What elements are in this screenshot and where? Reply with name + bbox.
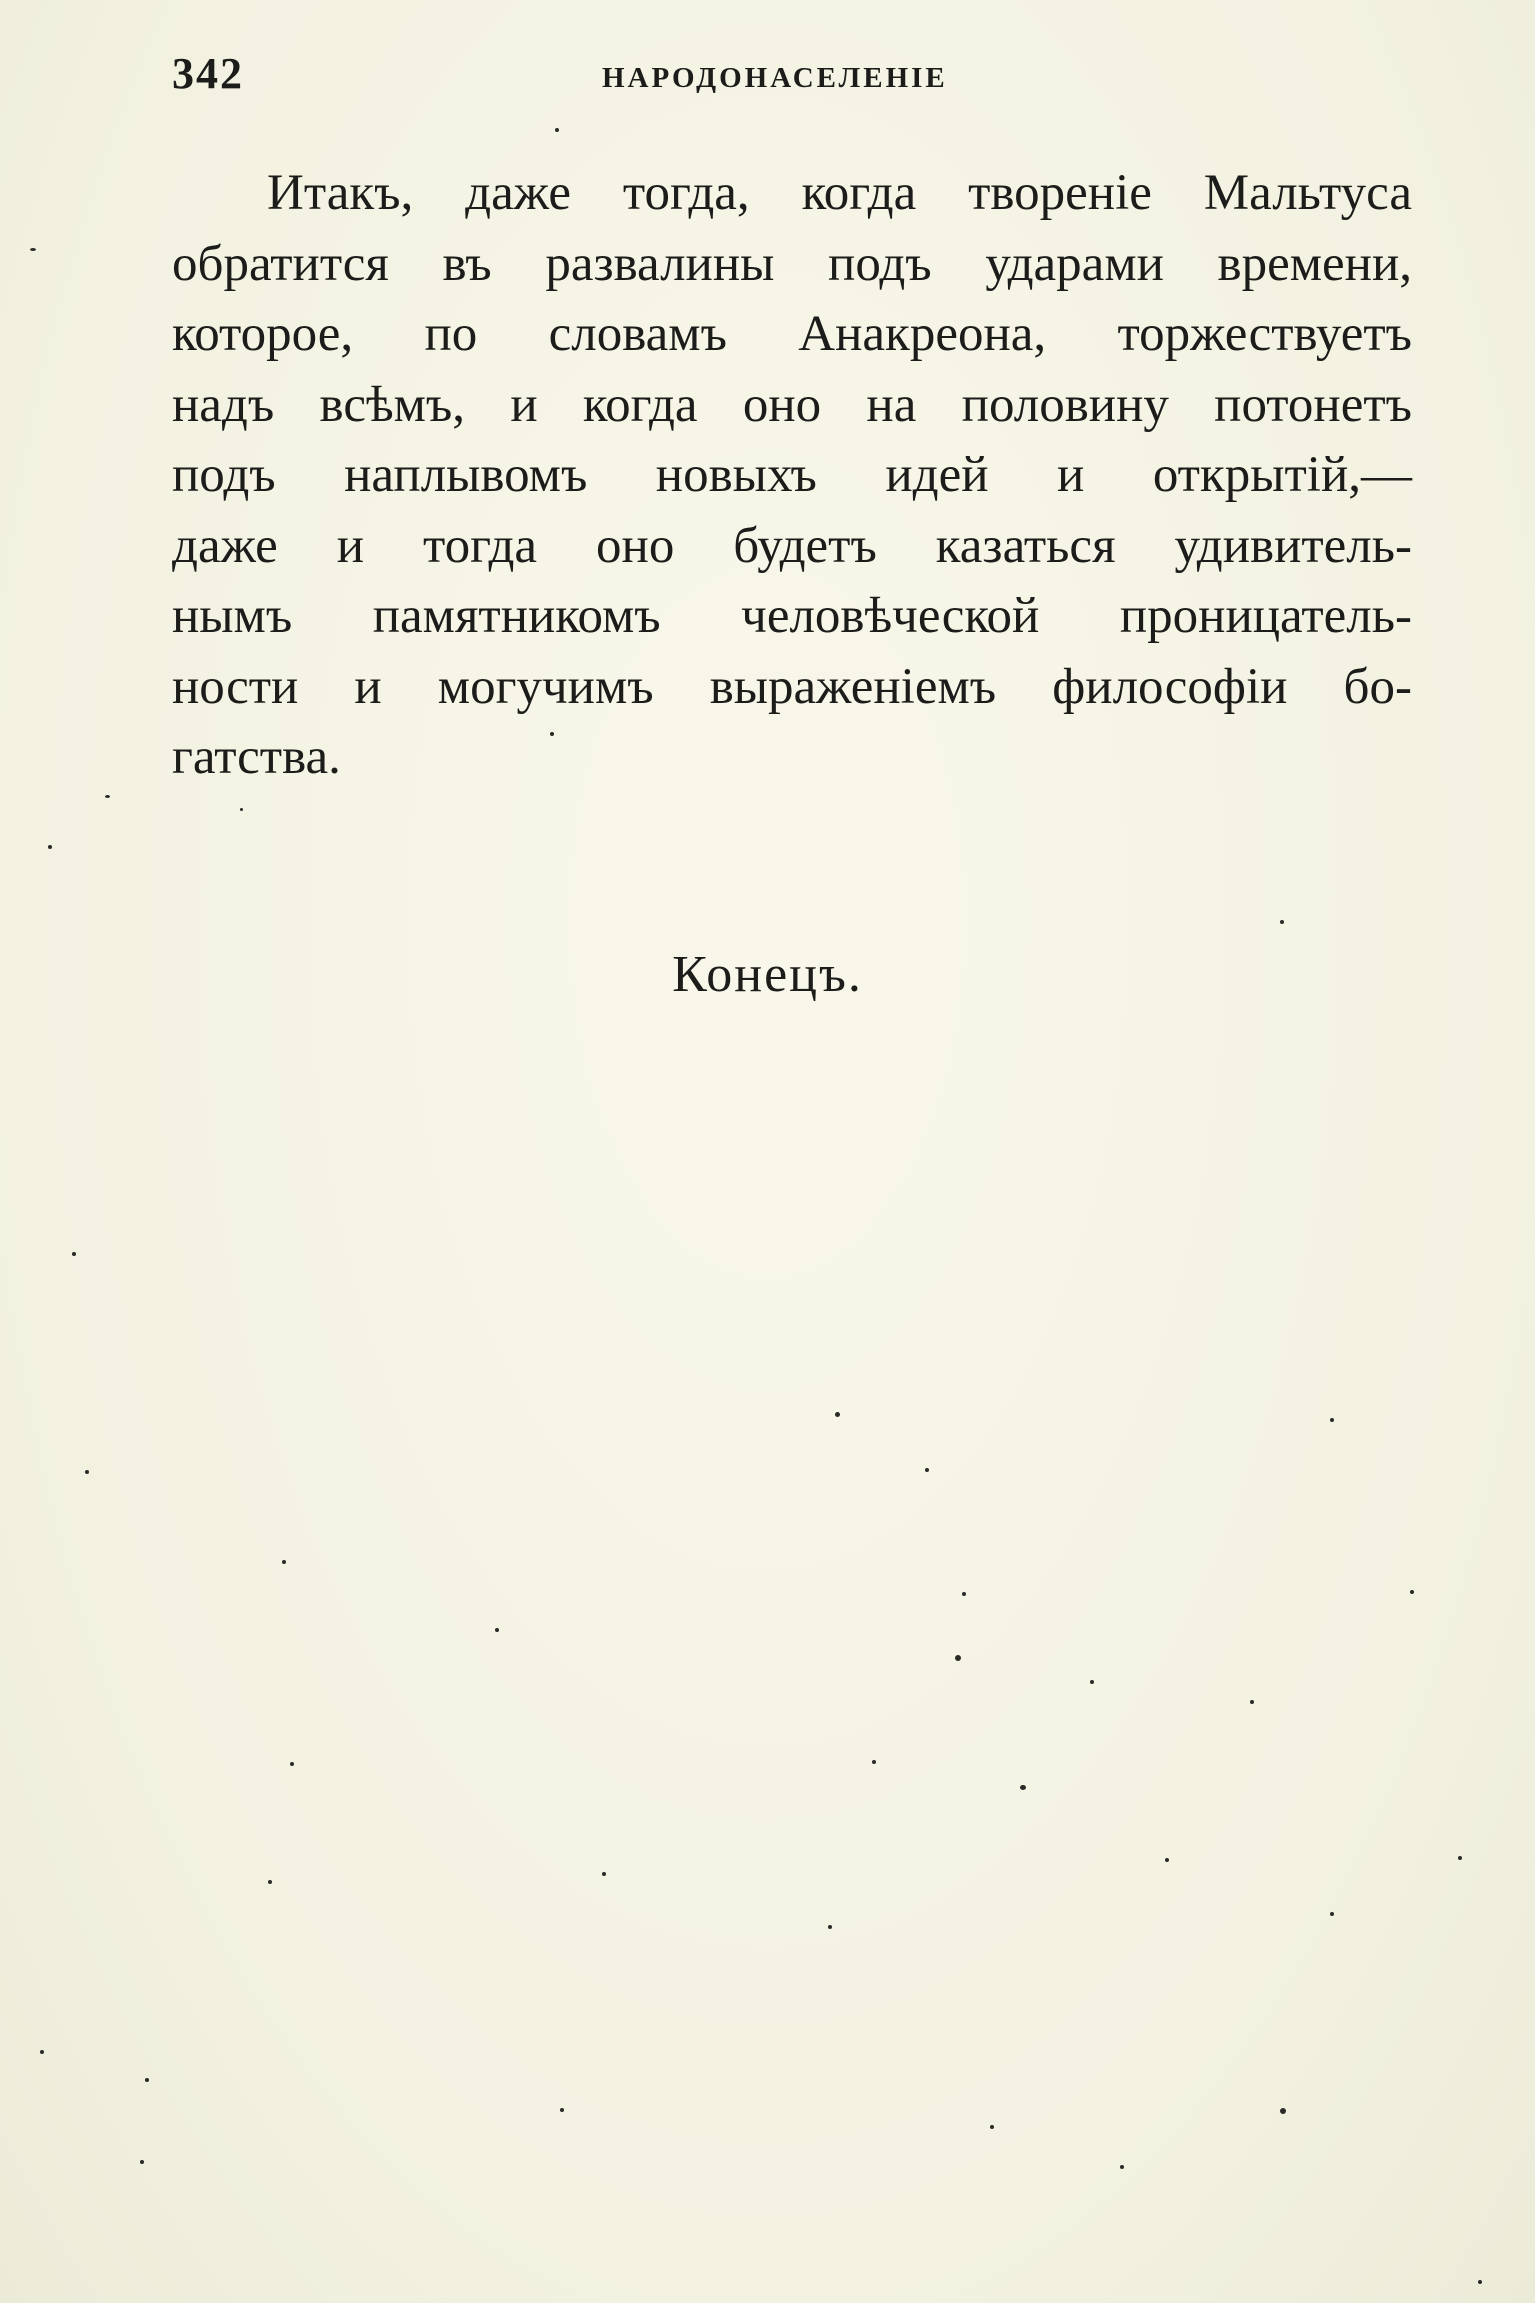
speck <box>105 795 110 798</box>
speck <box>1090 1680 1094 1684</box>
speck <box>290 1762 294 1766</box>
speck <box>145 2078 149 2082</box>
speck <box>835 1412 840 1417</box>
speck <box>962 1592 966 1596</box>
speck <box>1410 1590 1414 1594</box>
speck <box>872 1760 876 1764</box>
speck <box>560 2108 564 2112</box>
speck <box>555 128 559 132</box>
speck <box>990 2125 994 2129</box>
text-line: даже и тогда оно будетъ казаться удивитель- <box>172 517 1412 574</box>
speck <box>925 1468 929 1472</box>
text-line: ности и могучимъ выраженіемъ философіи бо- <box>172 658 1412 715</box>
page-header <box>172 48 1412 108</box>
speck <box>1330 1418 1334 1422</box>
speck <box>1280 2108 1286 2114</box>
speck <box>1280 920 1284 924</box>
speck <box>240 808 243 811</box>
speck <box>30 248 36 251</box>
text-line: Итакъ, даже тогда, когда твореніе Мальтуса <box>267 165 1412 221</box>
speck <box>72 1252 76 1256</box>
text-line: подъ наплывомъ новыхъ идей и открытій,— <box>172 447 1412 503</box>
speck <box>282 1560 286 1564</box>
speck <box>828 1925 832 1929</box>
speck <box>955 1655 961 1661</box>
speck <box>602 1872 606 1876</box>
text-line: которое, по словамъ Анакреона, торжествуетъ <box>172 306 1412 362</box>
speck <box>140 2160 144 2164</box>
text-line: обратится въ развалины подъ ударами времени, <box>172 235 1412 292</box>
speck <box>1020 1785 1026 1790</box>
page-number: 342 <box>172 49 244 98</box>
speck <box>1458 1856 1462 1860</box>
text-line: гатства. <box>172 729 341 785</box>
running-head: НАРОДОНАСЕЛЕНІЕ <box>602 62 948 94</box>
speck <box>40 2050 44 2054</box>
speck <box>1478 2280 1482 2284</box>
text-line: надъ всѣмъ, и когда оно на половину потонетъ <box>172 376 1412 433</box>
speck <box>1120 2165 1124 2169</box>
speck <box>1330 1912 1334 1916</box>
speck <box>495 1628 499 1632</box>
body-paragraph <box>172 158 1412 793</box>
ending-label: Конецъ. <box>672 946 863 1003</box>
speck <box>48 845 52 849</box>
speck <box>85 1470 89 1474</box>
speck <box>268 1880 272 1884</box>
speck <box>1165 1858 1169 1862</box>
text-line: нымъ памятникомъ человѣческой проницатель- <box>172 588 1412 644</box>
speck <box>1250 1700 1254 1704</box>
